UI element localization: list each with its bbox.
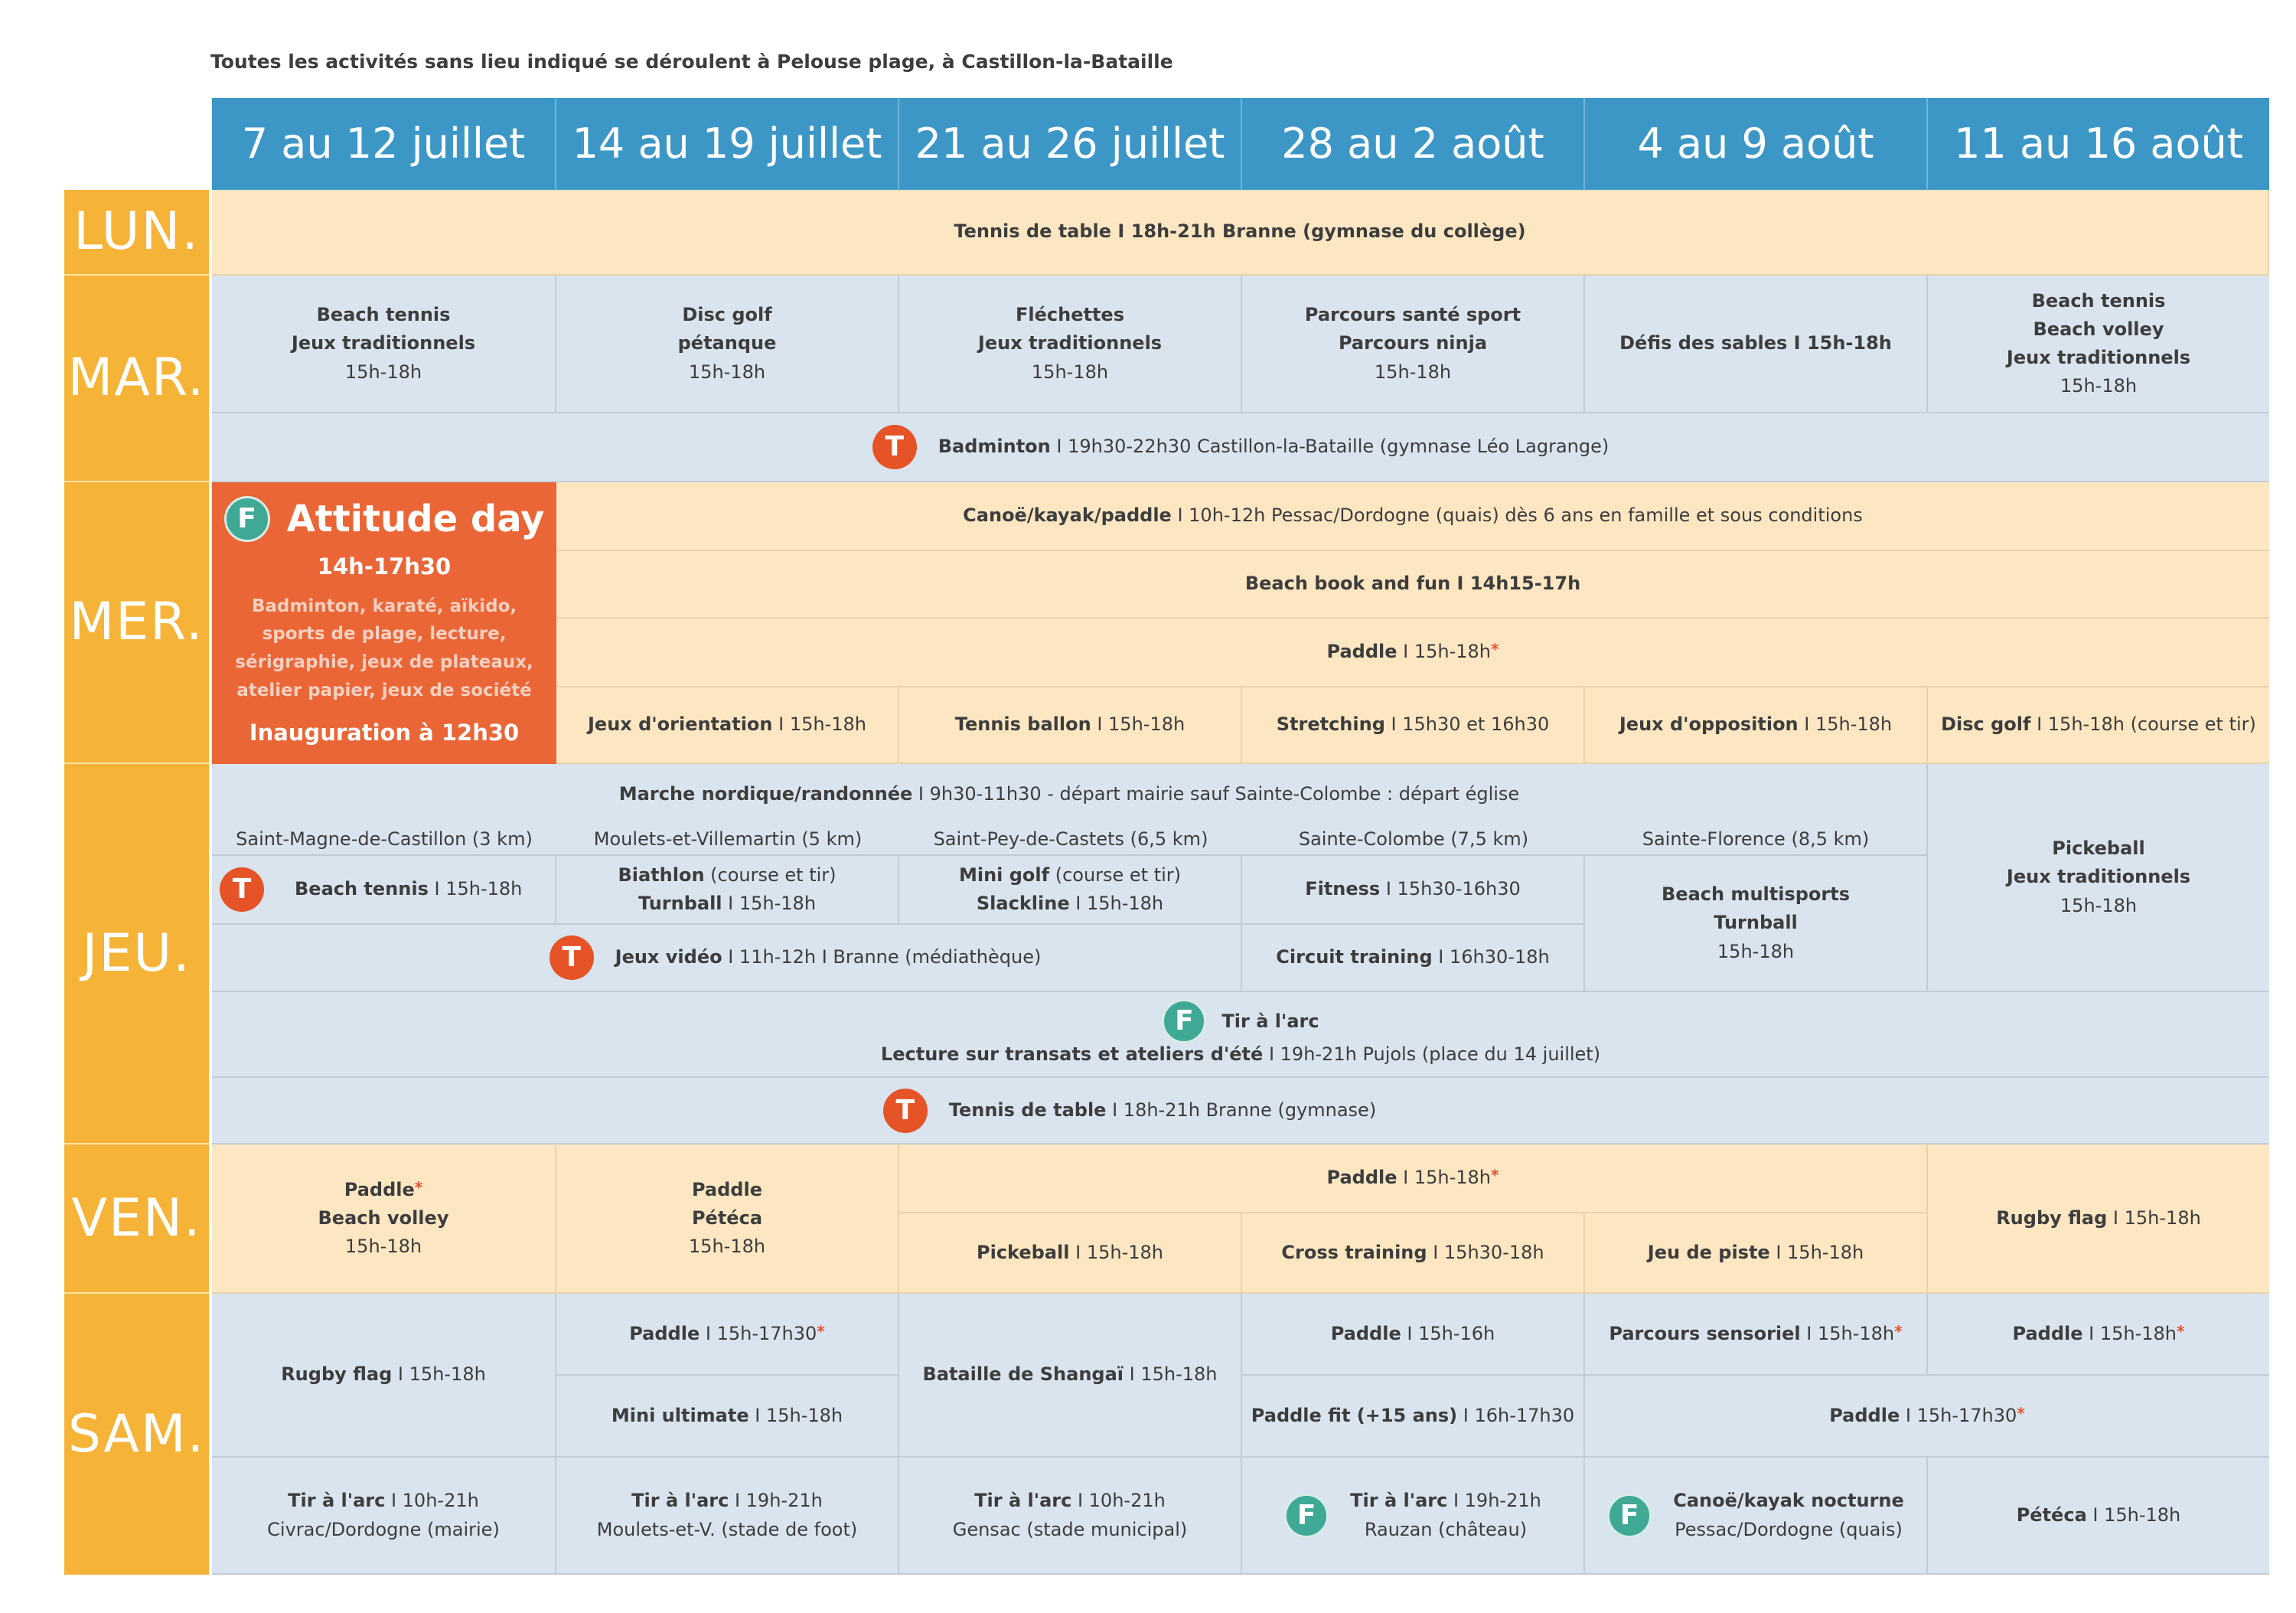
mar-w3-line1: Fléchettes: [1016, 304, 1124, 326]
sam-canoe-bold: Canoë/kayak nocturne: [1673, 1490, 1904, 1512]
ven-w1-line2: Beach volley: [318, 1206, 449, 1229]
mer-w5-bold: Jeux d'opposition: [1619, 713, 1799, 736]
sam-tir4-rest: I 19h-21h: [1447, 1490, 1541, 1512]
mer-w5-row: [1619, 710, 1892, 739]
sam-tir-arc-gensac: [899, 1458, 1242, 1575]
mer-w2-rest: I 15h-18h: [772, 713, 866, 736]
sam-tir3-bold: Tir à l'arc: [974, 1490, 1072, 1512]
jeu-place-4: Sainte-Colombe (7,5 km): [1242, 825, 1585, 856]
jeu-marche-row: [619, 780, 1519, 808]
jeu-marche-rest: I 9h30-11h30 - départ mairie sauf Sainte-Colombe : départ église: [912, 783, 1520, 805]
day-label-mer: MER.: [64, 482, 209, 764]
jeu-place-5: Sainte-Florence (8,5 km): [1585, 825, 1928, 856]
mar-week-4: [1242, 276, 1585, 413]
day-label-mar: MAR.: [64, 276, 209, 482]
sam-canoe-text: [1673, 1487, 1904, 1543]
sam-paddle-w2: [556, 1294, 899, 1376]
sam-paddle-w2-row: [629, 1320, 825, 1348]
mar-w1-line2: Jeux traditionnels: [291, 332, 476, 354]
jeu-minigolf-row1: [959, 861, 1181, 890]
jeu-place-2: Moulets-et-Villemartin (5 km): [556, 825, 899, 856]
jeu-marche-bold: Marche nordique/randonnée: [618, 783, 913, 805]
ven-paddle-bold: Paddle: [1326, 1167, 1397, 1189]
jeu-place-1: Saint-Magne-de-Castillon (3 km): [212, 825, 556, 856]
asterisk: *: [817, 1321, 825, 1340]
attitude-list-3: sérigraphie, jeux de plateaux,: [235, 652, 533, 673]
jeu-tennis-de-table: [212, 1078, 2269, 1144]
sam-tir2-row: [631, 1487, 823, 1515]
week-header-5: 4 au 9 août: [1585, 98, 1928, 190]
sam-bataille-bold: Bataille de Shangaï: [922, 1363, 1124, 1386]
mer-w5-rest: I 15h-18h: [1798, 713, 1893, 736]
mer-paddle-row: [1327, 638, 1499, 666]
jeu-circuit-rest: I 16h30-18h: [1432, 946, 1550, 968]
jeu-beach-tennis: [212, 856, 556, 925]
sam-sensoriel-bold: Parcours sensoriel: [1609, 1322, 1801, 1344]
jeu-circuit-training: [1242, 925, 1585, 992]
sam-mini-ultimate-row: [612, 1402, 843, 1430]
sam-tir1-rest: I 10h-21h: [385, 1490, 479, 1512]
sam-bataille-row: [922, 1360, 1217, 1389]
sam-peteca-bold: Pétéca: [2016, 1504, 2087, 1526]
f-badge-icon: F: [1162, 999, 1206, 1043]
jeu-lecture-rest: I 19h-21h Pujols (place du 14 juillet): [1263, 1043, 1601, 1066]
sam-paddle-w6-bold: Paddle: [2012, 1322, 2083, 1344]
mer-w6-rest: I 15h-18h (course et tir): [2030, 713, 2256, 736]
f-badge-icon: F: [1284, 1494, 1329, 1538]
mar-w6-time: 15h-18h: [2060, 375, 2138, 397]
mer-w2-row: [588, 710, 866, 739]
week-header-4: 28 au 2 août: [1242, 98, 1585, 190]
mer-w2-bold: Jeux d'orientation: [587, 713, 773, 736]
mer-w4-rest: I 15h30 et 16h30: [1384, 713, 1550, 736]
jeu-circuit-row: [1276, 943, 1549, 971]
ven-cross-rest: I 15h30-18h: [1427, 1241, 1544, 1263]
jeu-beach-tennis-row: [214, 867, 553, 912]
jeu-beach-tennis-bold: Beach tennis: [295, 878, 429, 900]
jeu-tennis-bold: Tennis de table: [948, 1099, 1107, 1121]
mar-week-2: [556, 276, 899, 413]
sam-sensoriel-rest: I 15h-18h: [1800, 1322, 1895, 1344]
jeu-biathlon-row2: [638, 890, 816, 918]
mar-w1-time: 15h-18h: [344, 361, 422, 383]
ven-pickeball-bold: Pickeball: [977, 1241, 1070, 1263]
day-label-sam: SAM.: [64, 1294, 209, 1575]
jeu-w6-line2: Jeux traditionnels: [2006, 866, 2191, 888]
sam-paddle-fit-bold: Paddle fit (+15 ans): [1251, 1404, 1458, 1426]
ven-w2-time: 15h-18h: [688, 1236, 766, 1258]
f-badge-icon: F: [1607, 1494, 1652, 1538]
sam-paddle-w6-row: [2013, 1320, 2185, 1348]
mar-w2-line1: Disc golf: [682, 304, 772, 326]
attitude-inauguration: Inauguration à 12h30: [249, 719, 520, 746]
sam-sensoriel-row: [1609, 1320, 1902, 1348]
mar-w6-line3: Jeux traditionnels: [2006, 347, 2191, 368]
sam-paddle-fit-rest: I 16h-17h30: [1457, 1404, 1575, 1426]
ven-jeu-piste-rest: I 15h-18h: [1769, 1241, 1864, 1263]
sam-tir1-bold: Tir à l'arc: [288, 1490, 386, 1512]
mar-w4-time: 15h-18h: [1374, 361, 1452, 383]
ven-cross-row: [1281, 1239, 1544, 1267]
attitude-title: Attitude day: [286, 497, 545, 540]
mer-paddle-bold: Paddle: [1326, 641, 1397, 663]
sam-mini-ultimate-rest: I 15h-18h: [748, 1404, 843, 1426]
sam-tir4-place: Rauzan (château): [1364, 1518, 1528, 1540]
sam-paddle-fit-row: [1251, 1402, 1574, 1430]
mer-w4-bold: Stretching: [1276, 713, 1385, 736]
jeu-fitness-rest: I 15h30-16h30: [1380, 878, 1521, 900]
day-label-jeu: JEU.: [64, 764, 209, 1144]
sam-peteca-row: [2017, 1501, 2181, 1530]
ven-week-1: [212, 1144, 556, 1294]
mar-week-1: [212, 276, 556, 413]
mar-badminton-rest: I 19h30-22h30 Castillon-la-Bataille (gymnase Léo Lagrange): [1050, 436, 1609, 458]
mer-paddle: [556, 619, 2269, 687]
asterisk: *: [1894, 1321, 1903, 1340]
sam-paddle-fit: [1242, 1376, 1585, 1458]
ven-paddle-rest: I 15h-18h: [1397, 1167, 1492, 1189]
asterisk: *: [1491, 1166, 1499, 1185]
jeu-tennis-row: [883, 1089, 1598, 1133]
sam-tir4-text: [1350, 1487, 1541, 1543]
sam-paddle-w6-rest: I 15h-18h: [2082, 1322, 2177, 1344]
jeu-pickeball: [1928, 764, 2269, 992]
mar-w4-line1: Parcours santé sport: [1304, 304, 1521, 326]
sam-paddle-w5-w6: [1585, 1376, 2269, 1458]
attitude-time: 14h-17h30: [317, 553, 452, 580]
ven-pickeball: [899, 1213, 1242, 1294]
jeu-minigolf-bold: Mini golf: [958, 864, 1050, 886]
sam-paddle-w2-rest: I 15h-17h30: [700, 1322, 817, 1344]
asterisk: *: [2177, 1321, 2185, 1340]
sam-paddle-w4-rest: I 15h-16h: [1401, 1322, 1495, 1344]
jeu-biathlon: [556, 856, 899, 925]
attitude-title-row: [224, 496, 545, 542]
asterisk: *: [414, 1177, 423, 1197]
ven-paddle: [899, 1144, 1928, 1213]
mer-canoe-rest: I 10h-12h Pessac/Dordogne (quais) dès 6 ans en famille et sous conditions: [1171, 504, 1863, 527]
mar-badminton-row: [872, 425, 1609, 469]
week-header-3: 21 au 26 juillet: [899, 98, 1242, 190]
mar-w1-line1: Beach tennis: [316, 304, 451, 326]
day-label-lun: LUN.: [64, 190, 209, 276]
sam-peteca-rest: I 15h-18h: [2086, 1504, 2181, 1526]
mer-canoe-row: [963, 501, 1863, 530]
sam-peteca: [1928, 1458, 2269, 1575]
sam-parcours-sensoriel: [1585, 1294, 1928, 1376]
jeu-turnball-bold: Turnball: [638, 893, 722, 914]
ven-rugby-row: [1996, 1204, 2201, 1233]
week-header-2: 14 au 19 juillet: [556, 98, 899, 190]
sam-canoe-wrap: [1607, 1487, 1904, 1543]
mar-w6-line2: Beach volley: [2033, 318, 2164, 340]
sam-paddle-w56-row: [1829, 1402, 2025, 1430]
jeu-w6-line1: Pickeball: [2052, 838, 2145, 860]
jeu-multisports-line1: Beach multisports: [1662, 883, 1850, 906]
sam-paddle-w4-row: [1331, 1320, 1495, 1348]
sam-paddle-w6: [1928, 1294, 2269, 1376]
mer-beach-book-text: Beach book and fun I 14h15-17h: [1244, 573, 1581, 595]
t-badge-icon: T: [550, 935, 594, 980]
sam-tir4-row: [1350, 1487, 1541, 1515]
mer-week-2: [556, 687, 899, 764]
ven-w1-row: [344, 1176, 422, 1204]
ven-w2-line2: Pétéca: [691, 1206, 763, 1229]
sam-tir1-row: [288, 1487, 479, 1515]
ven-cross-bold: Cross training: [1281, 1241, 1427, 1263]
jeu-fitness: [1242, 856, 1585, 925]
ven-cross-training: [1242, 1213, 1585, 1294]
sam-tir-arc-rauzan: [1242, 1458, 1585, 1575]
jeu-w6-time: 15h-18h: [2060, 894, 2138, 916]
mar-week-6: [1928, 276, 2269, 413]
mer-w6-bold: Disc golf: [1941, 713, 2031, 736]
sam-rugby-flag: [212, 1294, 556, 1458]
ven-rugby-rest: I 15h-18h: [2107, 1206, 2201, 1229]
sam-paddle-w56-rest: I 15h-17h30: [1900, 1404, 2017, 1426]
asterisk: *: [1491, 640, 1499, 659]
mer-w4-row: [1277, 710, 1550, 739]
sam-tir3-row: [974, 1487, 1166, 1515]
ven-rugby-bold: Rugby flag: [1996, 1206, 2108, 1229]
sam-tir2-place: Moulets-et-V. (stade de foot): [596, 1518, 858, 1540]
mar-w4-line2: Parcours ninja: [1338, 332, 1488, 354]
attitude-list-2: sports de plage, lecture,: [262, 624, 507, 645]
sam-canoe-nocturne: [1585, 1458, 1928, 1575]
jeu-tir-arc-row: [1162, 999, 1319, 1043]
jeu-minigolf-row2: [977, 890, 1163, 918]
f-badge-icon: F: [224, 496, 270, 542]
mer-week-3: [899, 687, 1242, 764]
sam-bataille-shangai: [899, 1294, 1242, 1458]
mar-w2-line2: pétanque: [677, 332, 777, 354]
jeu-jeux-video: [212, 925, 1242, 992]
sam-tir2-rest: I 19h-21h: [729, 1490, 823, 1512]
jeu-tennis-rest: I 18h-21h Branne (gymnase): [1106, 1099, 1377, 1121]
t-badge-icon: T: [883, 1089, 928, 1133]
week-header-1: 7 au 12 juillet: [212, 98, 556, 190]
mar-w3-time: 15h-18h: [1031, 361, 1109, 383]
jeu-tir-arc-text: Tir à l'arc: [1221, 1010, 1319, 1032]
sam-paddle-w56-bold: Paddle: [1829, 1404, 1900, 1426]
mar-w2-time: 15h-18h: [688, 361, 766, 383]
ven-jeu-piste-bold: Jeu de piste: [1647, 1241, 1770, 1263]
sam-paddle-w4-bold: Paddle: [1330, 1322, 1401, 1344]
day-label-ven: VEN.: [64, 1144, 209, 1294]
jeu-place-3: Saint-Pey-de-Castets (6,5 km): [899, 825, 1242, 856]
t-badge-icon: T: [872, 425, 917, 469]
t-badge-icon: T: [220, 867, 264, 912]
attitude-list-1: Badminton, karaté, aïkido,: [251, 596, 517, 616]
location-note: Toutes les activités sans lieu indiqué se déroulent à Pelouse plage, à Castillon-la-Bataille: [210, 51, 1173, 73]
jeu-lecture-bold: Lecture sur transats et ateliers d'été: [880, 1043, 1264, 1066]
mer-canoe: [556, 482, 2269, 551]
jeu-multisports-time: 15h-18h: [1717, 940, 1795, 962]
attitude-list-4: atelier papier, jeux de société: [236, 681, 532, 701]
mer-week-5: [1585, 687, 1928, 764]
asterisk: *: [2017, 1403, 2025, 1422]
mer-week-6: [1928, 687, 2269, 764]
mer-beach-book: [556, 551, 2269, 619]
sam-paddle-w2-bold: Paddle: [629, 1322, 700, 1344]
ven-w1-time: 15h-18h: [344, 1236, 422, 1258]
mar-week-5: [1585, 276, 1928, 413]
mar-w5-text: Défis des sables I 15h-18h: [1619, 332, 1892, 354]
mer-w6-row: [1941, 710, 2256, 739]
jeu-circuit-bold: Circuit training: [1276, 946, 1433, 968]
sam-tir3-place: Gensac (stade municipal): [952, 1518, 1188, 1540]
week-header-6: 11 au 16 août: [1928, 98, 2269, 190]
mar-week-3: [899, 276, 1242, 413]
sam-tir-arc-civrac: [212, 1458, 556, 1575]
attitude-day-box: [212, 482, 556, 764]
jeu-fitness-bold: Fitness: [1305, 878, 1381, 900]
jeu-multisports-line2: Turnball: [1714, 912, 1798, 934]
lun-tennis-text: Tennis de table I 18h-21h Branne (gymnase du collège): [954, 220, 1526, 243]
jeu-biathlon-rest: (course et tir): [704, 864, 837, 886]
jeu-jeux-video-rest: I 11h-12h I Branne (médiathèque): [722, 946, 1042, 968]
jeu-slackline-bold: Slackline: [976, 893, 1070, 914]
mer-w3-rest: I 15h-18h: [1091, 713, 1186, 736]
mar-w6-line1: Beach tennis: [2031, 289, 2166, 312]
jeu-jeux-video-bold: Jeux vidéo: [615, 946, 722, 968]
sam-rugby-rest: I 15h-18h: [392, 1363, 486, 1386]
ven-jeu-de-piste: [1585, 1213, 1928, 1294]
jeu-minigolf-rest: (course et tir): [1049, 864, 1182, 886]
jeu-biathlon-row1: [618, 861, 836, 890]
jeu-turnball-rest: I 15h-18h: [722, 893, 817, 914]
jeu-biathlon-bold: Biathlon: [618, 864, 705, 886]
sam-rugby-bold: Rugby flag: [281, 1363, 393, 1386]
ven-jeu-piste-row: [1648, 1239, 1864, 1267]
sam-canoe-place: Pessac/Dordogne (quais): [1675, 1518, 1903, 1540]
sam-mini-ultimate: [556, 1376, 899, 1458]
mer-week-4: [1242, 687, 1585, 764]
sam-paddle-w4: [1242, 1294, 1585, 1376]
sam-tir-arc-moulets: [556, 1458, 899, 1575]
sam-mini-ultimate-bold: Mini ultimate: [611, 1404, 749, 1426]
jeu-fitness-row: [1305, 875, 1521, 903]
ven-w1-paddle: Paddle: [344, 1178, 415, 1200]
mar-badminton-bold: Badminton: [938, 436, 1051, 458]
jeu-slackline-rest: I 15h-18h: [1069, 893, 1164, 914]
jeu-beach-multisports: [1585, 856, 1928, 992]
ven-w2-line1: Paddle: [691, 1178, 762, 1200]
sam-tir4-wrap: [1284, 1487, 1541, 1543]
mer-paddle-rest: I 15h-18h: [1397, 641, 1492, 663]
ven-week-2: [556, 1144, 899, 1294]
mar-badminton: [212, 413, 2269, 482]
mer-canoe-bold: Canoë/kayak/paddle: [963, 504, 1172, 527]
sam-bataille-rest: I 15h-18h: [1124, 1363, 1218, 1386]
jeu-beach-tennis-rest: I 15h-18h: [428, 878, 523, 900]
jeu-jeux-video-row: [412, 935, 1042, 980]
jeu-lecture-row: [881, 1040, 1600, 1069]
mer-w3-bold: Tennis ballon: [954, 713, 1091, 736]
ven-pickeball-row: [977, 1239, 1163, 1267]
ven-pickeball-rest: I 15h-18h: [1069, 1241, 1163, 1263]
ven-paddle-row: [1327, 1164, 1499, 1192]
lun-tennis-de-table: [212, 190, 2269, 276]
ven-rugby-flag: [1928, 1144, 2269, 1294]
sam-tir2-bold: Tir à l'arc: [631, 1490, 729, 1512]
jeu-marche-nordique: [212, 764, 1928, 825]
sam-rugby-row: [281, 1360, 486, 1389]
jeu-tir-arc-lecture: [212, 992, 2269, 1078]
mer-w3-row: [955, 710, 1185, 739]
jeu-mini-golf: [899, 856, 1242, 925]
sam-tir3-rest: I 10h-21h: [1071, 1490, 1166, 1512]
sam-tir1-place: Civrac/Dordogne (mairie): [267, 1518, 500, 1540]
sam-tir4-bold: Tir à l'arc: [1350, 1490, 1448, 1512]
mar-w3-line2: Jeux traditionnels: [977, 332, 1163, 354]
